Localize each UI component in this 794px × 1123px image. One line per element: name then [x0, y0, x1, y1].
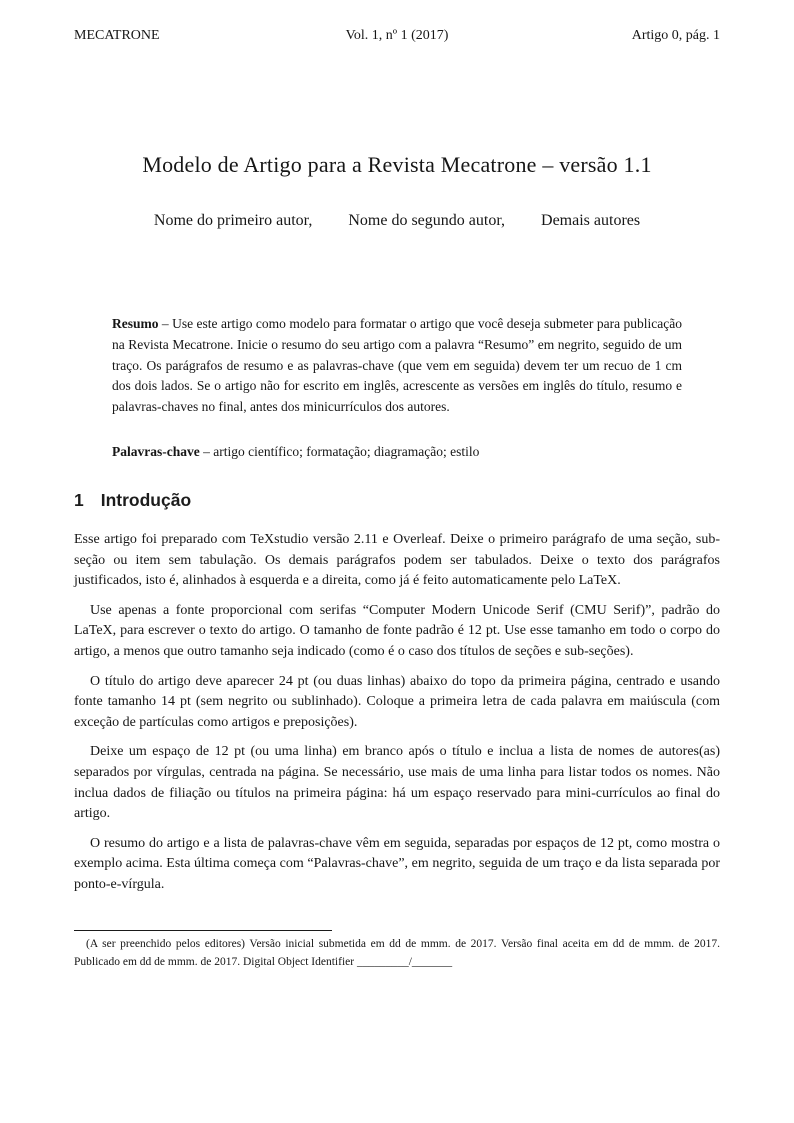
body-paragraph: Use apenas a fonte proporcional com serifas “Computer Modern Unicode Serif (CMU Serif)”, padrão do LaTeX, para escrever o texto do artigo. O tamanho de fonte padrão é 12 pt. Use esse tamanho em todo o corpo do artigo, a menos que outro tamanho seja indicado (como é o caso dos títulos de seções e sub-seções).	[74, 602, 720, 659]
author-name: Nome do primeiro autor,	[153, 212, 313, 229]
keywords-text: – artigo científico; formatação; diagramação; estilo	[199, 443, 480, 459]
section-title: Introdução	[100, 489, 192, 510]
author-name: Demais autores	[541, 212, 641, 229]
footnote-rule	[74, 930, 332, 931]
keywords	[112, 444, 682, 460]
abstract-text: – Use este artigo como modelo para formatar o artigo que você deseja submeter para publicação na Revista Mecatrone. Inicie o resumo do seu artigo com a palavra “Resumo” em negrito, seguido de um traço. Os parágrafos de resumo e as palavras-chave (que vem em seguida) devem ter um recuo de 1 cm dos dois lados. Se o artigo não for escrito em inglês, acrescente as versões em inglês do título, resumo e palavras-chaves no final, antes dos minicurrículos dos autores.	[112, 316, 682, 415]
abstract-label: Resumo	[112, 316, 159, 331]
issue-info: Vol. 1, nº 1 (2017)	[345, 28, 449, 43]
footnote-area	[74, 930, 720, 971]
body-paragraph: Deixe um espaço de 12 pt (ou uma linha) em branco após o título e inclua a lista de nomes de autores(as) separados por vírgulas, centrada na página. Se necessário, use mais de uma linha para listar todos os nomes. Não inclua dados de filiação ou títulos na primeira página: há um espaço reservado para mini-currículos ao final do artigo.	[74, 744, 720, 822]
abstract	[112, 314, 682, 418]
section-heading	[74, 490, 720, 511]
article-page-info: Artigo 0, pág. 1	[631, 28, 720, 43]
body-paragraph: Esse artigo foi preparado com TeXstudio versão 2.11 e Overleaf. Deixe o primeiro parágrafo de uma seção, sub-seção ou item sem tabulação. Os demais parágrafos podem ser tabulados. Deixe o texto dos parágrafos justificados, isto é, alinhados à esquerda e a direita, como já é feito automaticamente pelo LaTeX.	[74, 531, 720, 589]
section-number: 1	[74, 489, 84, 510]
author-name: Nome do segundo autor,	[348, 212, 506, 229]
running-header	[74, 28, 720, 44]
authors-line	[74, 212, 720, 230]
article-title: Modelo de Artigo para a Revista Mecatrone – versão 1.1	[142, 152, 652, 177]
body-paragraph: O resumo do artigo e a lista de palavras-chave vêm em seguida, separadas por espaços de 12 pt, como mostra o exemplo acima. Esta última começa com “Palavras-chave”, em negrito, seguida de um traço e da lista separada por ponto-e-vírgula.	[74, 835, 720, 892]
keywords-label: Palavras-chave	[112, 443, 200, 459]
body-paragraph: O título do artigo deve aparecer 24 pt (ou duas linhas) abaixo do topo da primeira página, centrado e usando fonte tamanho 14 pt (sem negrito ou sublinhado). Coloque a primeira letra de cada palavra em maiúscula (com exceção de partículas como artigos e preposições).	[74, 673, 720, 730]
body-text	[74, 530, 720, 896]
footnote-text: (A ser preenchido pelos editores) Versão inicial submetida em dd de mmm. de 2017. Versão final aceita em dd de mmm. de 2017. Publicado em dd de mmm. de 2017. Digital Object Identifier _________/_______	[74, 938, 720, 968]
journal-name: MECATRONE	[74, 28, 160, 43]
